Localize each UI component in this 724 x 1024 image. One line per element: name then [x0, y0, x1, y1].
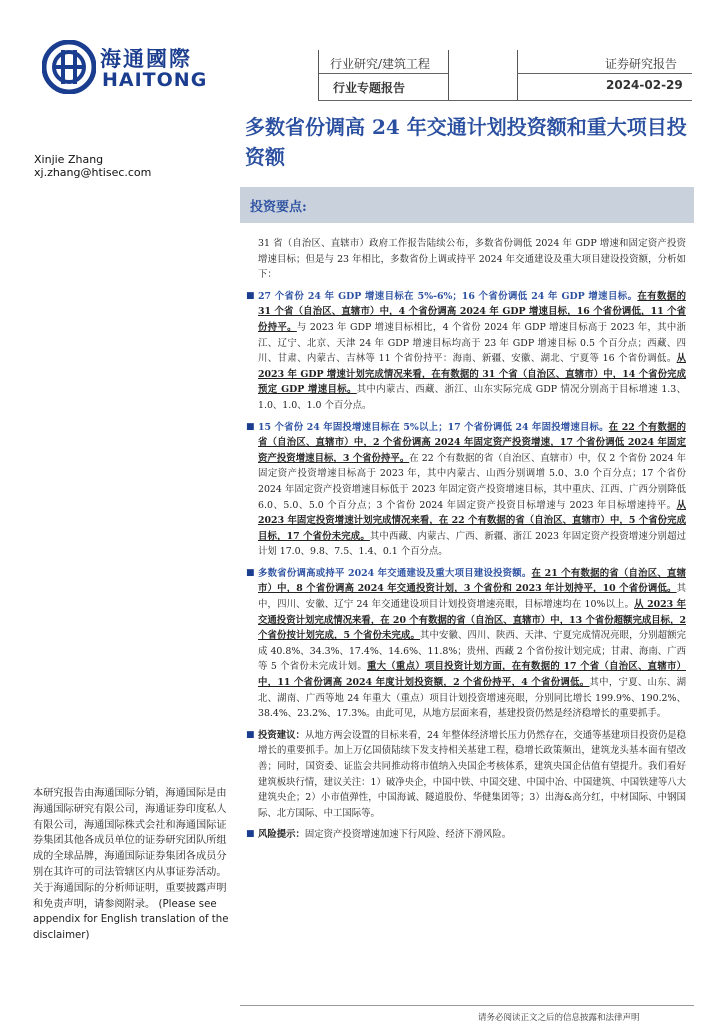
author-email[interactable]: xj.zhang@htisec.com	[34, 166, 152, 179]
bullet-ti-bold1: 在 21 个有数据的省（自治区、直辖市）中，8 个省份调高 2024 年交通投资计划，3 个省份和 2023 年计划持平，10 个省份调低。	[258, 567, 687, 595]
bullet-advice-lead: 投资建议：	[258, 729, 305, 741]
bullet-icon: ■	[246, 421, 255, 432]
header-rule	[517, 73, 692, 74]
bullet-icon: ■	[246, 829, 255, 840]
haitong-logo	[42, 40, 212, 94]
bullet-ti-bold2: 从 2023 年交通投资计划完成情况来看，在 20 个有数据的省（自治区、直辖市）中，13 个省份超额完成目标，2 个省份按计划完成，5 个省份未完成。	[258, 599, 686, 642]
header-divider	[517, 50, 518, 100]
bullet-ti-text2: 其中安徽、四川、陕西、天津、宁夏完成情况亮眼，分别超额完成 40.8%、34.3%、17.4%、14.6%、11.8%；贵州、西藏 2 个省份按计划完成；甘肃、海南、广西等 5 个省份未完成计划。	[258, 630, 686, 673]
bullet-fi-text2: 其中西藏、内蒙古、广西、新疆、浙江 2023 年固定资产投资增速分别超过计划 17.0、9.8、7.5、1.4、0.1 个百分点。	[258, 530, 686, 558]
header-divider	[318, 50, 319, 100]
header-divider	[448, 50, 449, 100]
report-date: 2024-02-29	[606, 78, 683, 92]
report-body	[246, 236, 687, 849]
bullet-icon: ■	[246, 567, 255, 578]
header-rule	[318, 100, 692, 101]
disclaimer	[33, 786, 231, 944]
bullet-ti-bold3: 重大（重点）项目投资计划方面，在有数据的 17 个省（自治区、直辖市）中，11 个省份调高 2024 年度计划投资额，2 个省份持平，4 个省份调低。	[258, 661, 686, 689]
bullet-ti-lead: 多数省份调高或持平 2024 年交通建设及重大项目建设投资额。	[258, 567, 532, 579]
bullet-transport-investment	[246, 566, 687, 722]
logo-chinese-text: 海通國際	[100, 47, 192, 71]
report-title: 多数省份调高 24 年交通计划投资额和重大项目投资额	[245, 115, 687, 169]
footer-note: 请务必阅读正文之后的信息披露和法律声明	[478, 1013, 640, 1023]
footer-rule	[240, 1005, 694, 1006]
bullet-fi-bold1: 在 22 个有数据的省（自治区、直辖市）中，2 个省份调高 2024 年固定资产投资增速，17 个省份调低 2024 年固定资产投资增速目标，3 个省份持平。	[258, 421, 687, 464]
bullet-fi-lead: 15 个省份 24 年固投增速目标在 5%以上；17 个省份调低 24 年固投增速目标。	[258, 421, 609, 433]
bullet-ti-text1: 其中，四川、安徽、辽宁 24 年交通建设项目计划投资增速亮眼，目标增速均在 10%以上。	[258, 583, 686, 611]
key-points-banner	[240, 187, 694, 223]
bullet-gdp-text2: 其中内蒙古、西藏、浙江、山东实际完成 GDP 情况分别高于目标增速 1.3、1.0、1.0、1.0 个百分点。	[258, 384, 686, 411]
disclaimer-cn: 本研究报告由海通国际分销，海通国际是由海通国际研究有限公司，海通证券印度私人有限公司，海通国际株式会社和海通国际证券集团其他各成员单位的证券研究团队所组成的全球品牌，海通国际证券集团各成员分别在其许可的司法管辖区内从事证券活动。关于海通国际的分析师证明，重要披露声明和免责声明，请参阅附录。	[33, 788, 227, 910]
bullet-gdp-bold1: 在有数据的 31 个省（自治区、直辖市）中，4 个省份调高 2024 年 GDP 增速目标，16 个省份调低，11 个省份持平。	[258, 290, 686, 333]
intro-paragraph: 31 省（自治区、直辖市）政府工作报告陆续公布，多数省份调低 2024 年 GDP 增速和固定资产投资增速目标；但是与 23 年相比，多数省份上调或持平 2024 年交通建设及重大项目建设投资额，分析如下：	[258, 238, 686, 281]
header-rule	[318, 73, 448, 74]
haitong-logo-icon	[42, 40, 96, 94]
bullet-investment-advice	[246, 728, 686, 822]
bullet-risk-text: 固定资产投资增速加速下行风险、经济下滑风险。	[304, 829, 512, 841]
bullet-gdp-lead: 27 个省份 24 年 GDP 增速目标在 5%-6%；16 个省份调低 24 年 GDP 增速目标。	[258, 290, 638, 302]
key-points-label: 投资要点:	[250, 200, 307, 215]
bullet-advice-text: 从地方两会设置的目标来看，24 年整体经济增长压力仍然存在，交通等基建项目投资仍是稳增长的重要抓手。加上万亿国债陆续下发支持相关基建工程，稳增长政策频出，建筑龙头基本面有望改善；同时，国资委、证监会共同推动将市值纳入央国企考核体系，建筑央国企估值有望提升。我们看好建筑板块行情，建议关注：1）破净央企，中国中铁、中国交建、中国中冶、中国建筑、中国铁建等八大建筑央企；2）小市值弹性，中国海诚、隧道股份、华健集团等；3）出海&高分红，中材国际、中钢国际、北方国际、中工国际等。	[258, 729, 686, 819]
bullet-fixed-investment	[246, 420, 687, 560]
bullet-gdp-text1: 与 2023 年 GDP 增速目标相比，4 个省份 2024 年 GDP 增速目标高于 2023 年，其中浙江、辽宁、北京、天津 24 年 GDP 增速目标均高于 23 年 GDP 增速目标 0.5 个百分点；西藏、四川、甘肃、内蒙古、吉林等 11 个省份持平：海南、新疆、安徽、湖北、宁夏等 16 个省份调低。	[258, 321, 686, 365]
bullet-risk	[246, 827, 686, 843]
bullet-fi-text1: 在 22 个有数据的省（自治区、直辖市）中，仅 2 个省份 2024 年固定资产投资增速目标高于 2023 年，其中内蒙古、山西分别调增 5.0、3.0 个百分点；17 个省份 2024 年固定资产投资增速目标低于 2023 年固定资产投资增速目标，其中重庆、江西、广西分别降低 6.0、5.0、5.0 个百分点；3 个省份 2024 年固定资产投资目标增速与 2023 年目标增速持平。	[258, 452, 686, 511]
bullet-ti-text3: 其中，宁夏、山东、湖北、湖南、广西等地 24 年重大（重点）项目计划投资增速亮眼，分别同比增长 199.9%、190.2%、38.4%、23.2%、17.3%。由此可见，从地方层面来看，基建投资仍然是经济稳增长的重要抓手。	[258, 677, 686, 720]
report-type: 行业研究/建筑工程	[330, 57, 431, 71]
bullet-risk-lead: 风险提示：	[258, 829, 305, 841]
report-category: 行业专题报告	[333, 81, 406, 95]
bullet-gdp	[246, 289, 686, 414]
logo-english-text: HAITONG	[102, 69, 208, 91]
bullet-icon: ■	[246, 290, 255, 301]
report-kind: 证券研究报告	[605, 57, 678, 71]
disclaimer-en: (Please see appendix for English translation of the disclaimer)	[33, 898, 229, 942]
author-name: Xinjie Zhang	[34, 153, 104, 166]
bullet-gdp-bold2: 从 2023 年 GDP 增速计划完成情况来看，在有数据的 31 个省（自治区、直辖市）中，14 个省份完成预定 GDP 增速目标。	[258, 353, 686, 396]
bullet-fi-bold2: 从 2023 年固定投资增速计划完成情况来看，在 22 个有数据的省（自治区、直辖市）中，5 个省份完成目标，17 个省份未完成。	[258, 499, 686, 542]
bullet-icon: ■	[246, 729, 255, 740]
